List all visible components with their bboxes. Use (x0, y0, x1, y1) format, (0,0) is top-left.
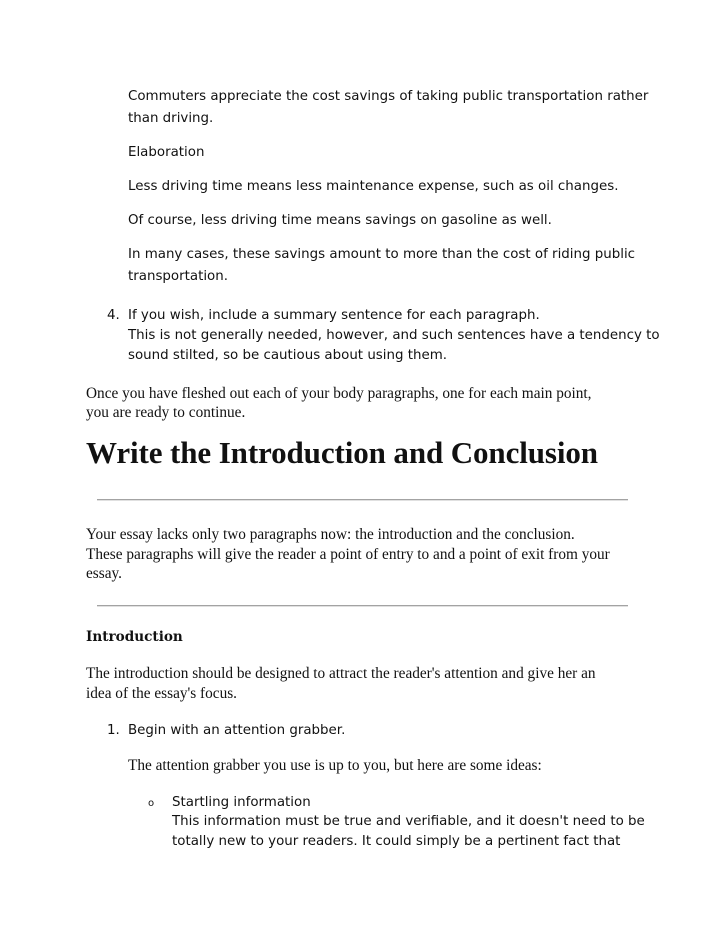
list-number: 4. (107, 308, 120, 323)
paragraph-line: The introduction should be designed to attract the reader's attention and give her an (86, 665, 596, 682)
body-text-line: than driving. (128, 111, 214, 126)
bullet-text-line: totally new to your readers. It could simply be a pertinent fact that (172, 834, 621, 849)
list-item-text: This is not generally needed, however, and such sentences have a tendency to (128, 328, 660, 343)
bullet-title: Startling information (172, 795, 311, 810)
subsection-heading: Introduction (86, 629, 183, 645)
list-number: 1. (107, 723, 120, 738)
list-item-text: sound stilted, so be cautious about using them. (128, 348, 448, 363)
horizontal-divider (97, 499, 628, 501)
body-text-line: In many cases, these savings amount to more than the cost of riding public (128, 247, 636, 262)
body-text-line: Commuters appreciate the cost savings of taking public transportation rather (128, 89, 649, 104)
paragraph-line: Your essay lacks only two paragraphs now: the introduction and the conclusion. (86, 526, 575, 543)
section-heading: Write the Introduction and Conclusion (86, 435, 598, 470)
body-text-line: Less driving time means less maintenance expense, such as oil changes. (128, 179, 619, 194)
paragraph-line: you are ready to continue. (86, 404, 246, 421)
list-item-subtext: The attention grabber you use is up to you, but here are some ideas: (128, 757, 542, 774)
paragraph-line: essay. (86, 565, 122, 582)
list-item-text: If you wish, include a summary sentence for each paragraph. (128, 308, 540, 323)
body-text-line: Of course, less driving time means savings on gasoline as well. (128, 213, 552, 228)
paragraph-line: Once you have fleshed out each of your body paragraphs, one for each main point, (86, 385, 592, 402)
list-item-text: Begin with an attention grabber. (128, 723, 346, 738)
hollow-bullet-icon: o (148, 798, 155, 809)
bullet-text-line: This information must be true and verifiable, and it doesn't need to be (172, 814, 645, 829)
elaboration-label: Elaboration (128, 145, 205, 160)
paragraph-line: idea of the essay's focus. (86, 685, 238, 702)
body-text-line: transportation. (128, 269, 228, 284)
paragraph-line: These paragraphs will give the reader a point of entry to and a point of exit from your (86, 546, 610, 563)
horizontal-divider (97, 605, 628, 607)
